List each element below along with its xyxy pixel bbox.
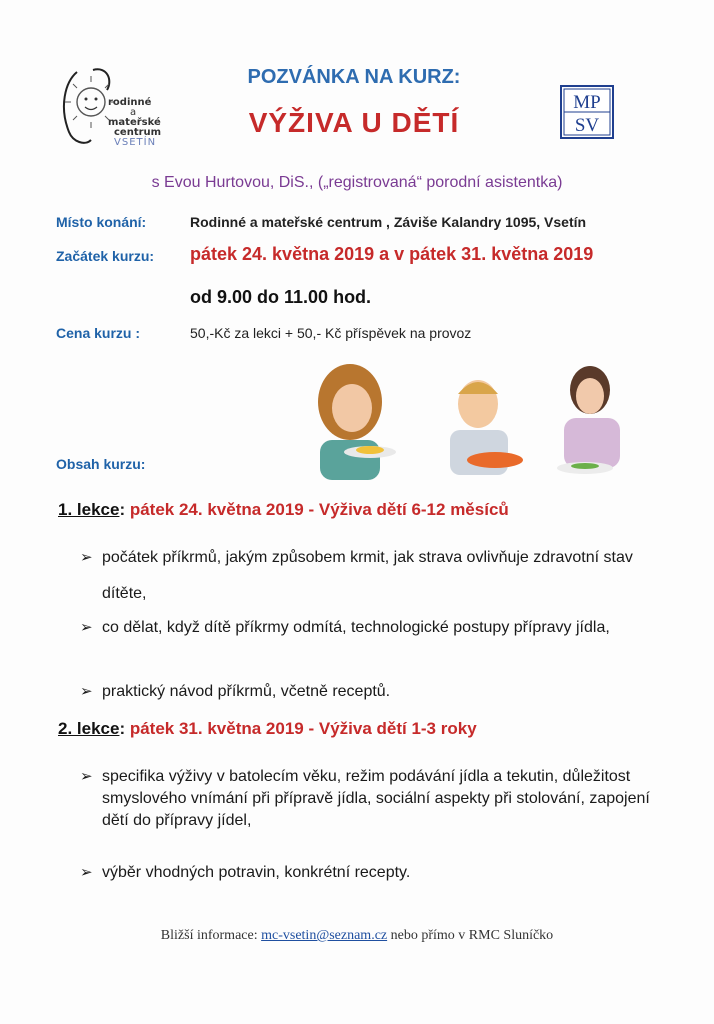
email-link[interactable]: mc-vsetin@seznam.cz bbox=[261, 928, 388, 943]
lesson-2-colon: : bbox=[119, 719, 126, 738]
lesson-1-heading bbox=[58, 500, 509, 520]
children-eating-photo bbox=[300, 360, 660, 480]
arrow-bullet-icon: ➢ bbox=[80, 683, 93, 700]
svg-text:MP: MP bbox=[573, 92, 601, 113]
arrow-bullet-icon: ➢ bbox=[80, 768, 93, 785]
price-label: Cena kurzu : bbox=[56, 325, 141, 341]
lesson-1-number: 1. lekce bbox=[58, 500, 120, 519]
lesson-1-colon: : bbox=[119, 500, 126, 519]
lesson-2-bullet: ➢ výběr vhodných potravin, konkrétní recepty. bbox=[80, 862, 680, 884]
arrow-bullet-icon: ➢ bbox=[80, 864, 93, 881]
start-label: Začátek kurzu: bbox=[56, 248, 155, 264]
mpsv-logo bbox=[560, 85, 614, 139]
lesson-2-bullet: ➢ specifika výživy v batolecím věku, režim podávání jídla a tekutin, důležitost smyslového vnímání při přípravě jídla, sociální aspekty při stolování, zapojení dětí do přípravy jídel, bbox=[80, 768, 650, 829]
arrow-bullet-icon: ➢ bbox=[80, 549, 93, 566]
lesson-2-number: 2. lekce bbox=[58, 719, 120, 738]
content-label: Obsah kurzu: bbox=[56, 456, 146, 472]
invitation-kicker: POZVÁNKA NA KURZ: bbox=[247, 66, 461, 88]
svg-text:SV: SV bbox=[574, 115, 600, 136]
footer-suffix: nebo přímo v RMC Sluníčko bbox=[387, 928, 554, 943]
price-value: 50,-Kč za lekci + 50,- Kč příspěvek na provoz bbox=[190, 325, 472, 341]
arrow-bullet-icon: ➢ bbox=[80, 619, 93, 636]
lesson-1-bullet: ➢ co dělat, když dítě příkrmy odmítá, technologické postupy přípravy jídla, bbox=[80, 610, 680, 646]
time-value: od 9.00 do 11.00 hod. bbox=[190, 287, 372, 307]
lecturer-line: s Evou Hurtovou, DiS., („registrovaná“ porodní asistentka) bbox=[151, 174, 563, 191]
course-title: VÝŽIVA U DĚTÍ bbox=[248, 107, 460, 138]
footer-contact bbox=[0, 928, 714, 944]
place-value: Rodinné a mateřské centrum , Záviše Kalandry 1095, Vsetín bbox=[190, 214, 587, 230]
lesson-1-title: pátek 24. května 2019 - Výživa dětí 6-12 měsíců bbox=[125, 500, 509, 519]
place-label: Místo konání: bbox=[56, 214, 147, 230]
rmc-logo-text: rodinné a mateřské centrum VSETÍN bbox=[108, 97, 162, 148]
lesson-2-title: pátek 31. května 2019 - Výživa dětí 1-3 roky bbox=[125, 719, 477, 738]
footer-prefix: Bližší informace: bbox=[160, 928, 262, 943]
start-value: pátek 24. května 2019 a v pátek 31. května 2019 bbox=[190, 244, 594, 264]
lesson-2-heading bbox=[58, 719, 477, 739]
lesson-1-bullet: ➢ praktický návod příkrmů, včetně receptů. bbox=[80, 680, 680, 704]
lesson-1-bullet: ➢ počátek příkrmů, jakým způsobem krmit, jak strava ovlivňuje zdravotní stav dítěte, bbox=[80, 540, 680, 612]
